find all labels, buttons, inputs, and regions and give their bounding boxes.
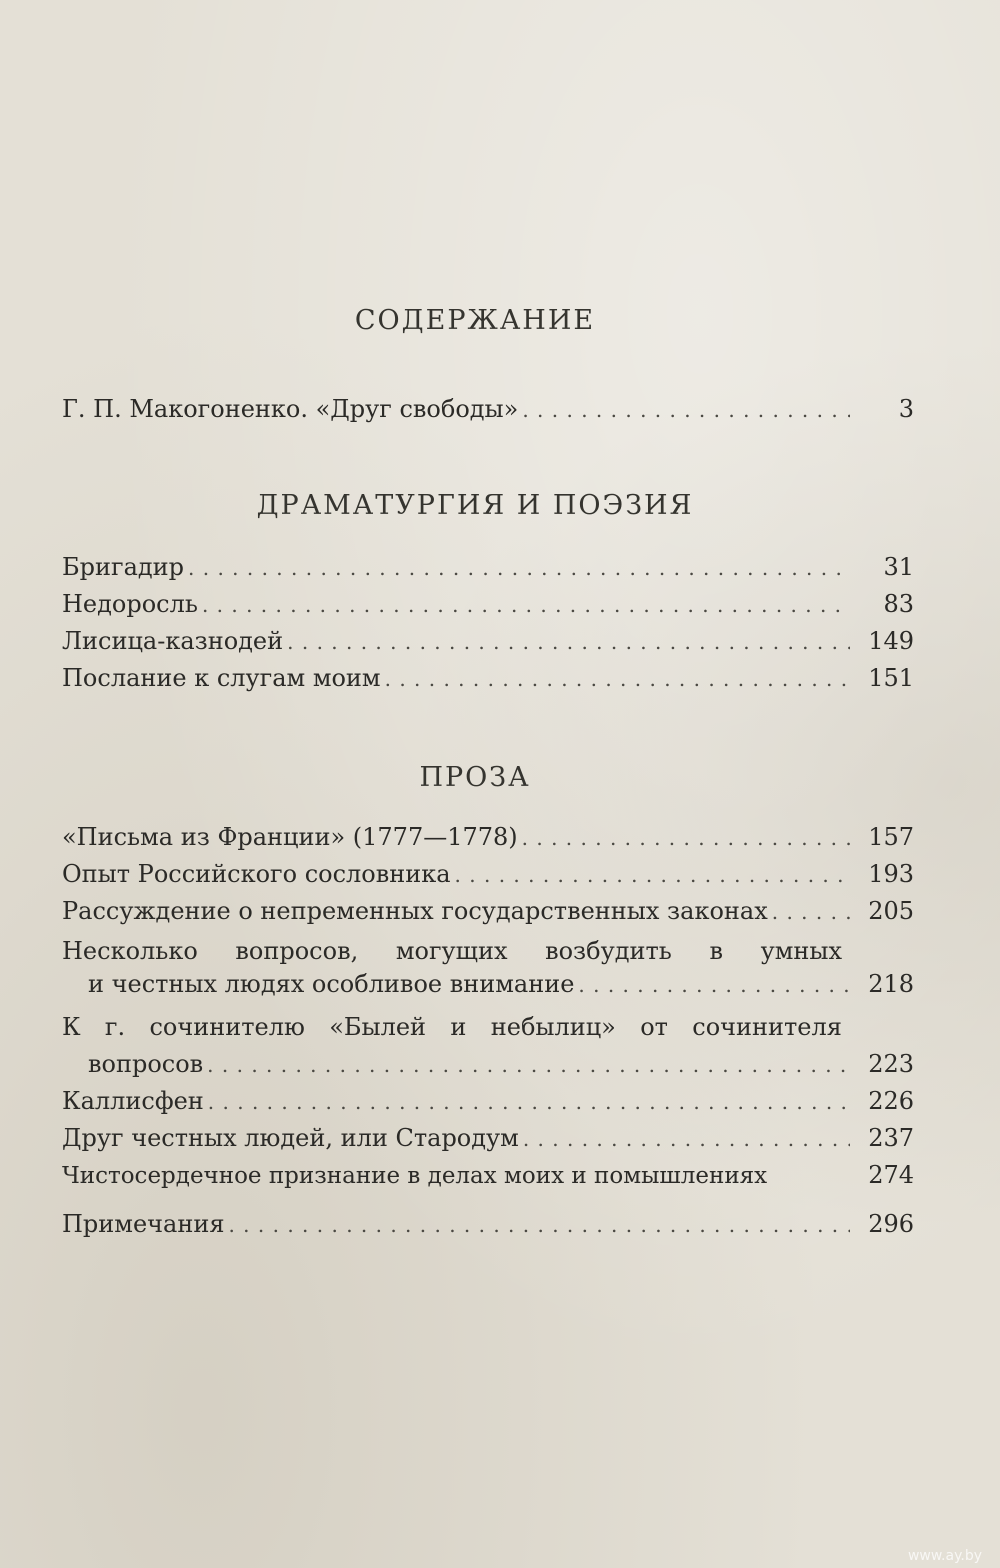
page-title: СОДЕРЖАНИЕ	[354, 305, 596, 336]
toc-entry-page: 223	[868, 1050, 914, 1078]
toc-entry	[62, 860, 914, 896]
toc-entry	[62, 1161, 914, 1197]
toc-word: сочинителя	[692, 1013, 842, 1041]
toc-entry-label: Недоросль	[62, 590, 198, 618]
leader-dots	[287, 630, 850, 654]
toc-entry-label: Примечания	[62, 1210, 225, 1238]
leader-dots	[455, 863, 850, 887]
toc-entry	[62, 553, 914, 589]
toc-word: и	[450, 1013, 467, 1041]
toc-entry	[62, 590, 914, 626]
toc-word: Несколько	[62, 937, 198, 965]
toc-entry-label: Рассуждение о непременных государственных законах	[62, 897, 768, 925]
toc-entry-page: 149	[868, 627, 914, 655]
toc-entry-label: Лисица-казнодей	[62, 627, 284, 655]
toc-entry-label: вопросов	[88, 1050, 204, 1078]
toc-entry-label: Каллисфен	[62, 1087, 204, 1115]
toc-entry	[62, 664, 914, 700]
toc-word: от	[640, 1013, 668, 1041]
toc-entry-page: 205	[868, 897, 914, 925]
toc-word: умных	[760, 937, 842, 965]
toc-entry-page: 151	[868, 664, 914, 692]
leader-dots	[522, 398, 850, 422]
toc-entry	[62, 627, 914, 663]
leader-dots	[772, 900, 850, 924]
leader-dots	[188, 556, 850, 580]
toc-entry-page: 31	[883, 553, 914, 581]
toc-entry-label: Бригадир	[62, 553, 185, 581]
toc-word: «Былей	[329, 1013, 427, 1041]
toc-entry-label: «Письма из Франции» (1777—1778)	[62, 823, 518, 851]
toc-word: в	[709, 937, 723, 965]
toc-word: К	[62, 1013, 81, 1041]
toc-entry-page: 274	[868, 1161, 914, 1189]
toc-entry-label: и честных людях особливое внимание	[88, 970, 575, 998]
toc-entry-page: 226	[868, 1087, 914, 1115]
toc-word: сочинителю	[149, 1013, 305, 1041]
leader-dots	[522, 826, 850, 850]
leader-dots	[385, 667, 850, 691]
toc-entry	[62, 897, 914, 933]
toc-word: г.	[104, 1013, 126, 1041]
toc-entry-page: 237	[868, 1124, 914, 1152]
leader-dots	[208, 1090, 850, 1114]
leader-dots	[228, 1213, 850, 1237]
toc-entry-page: 296	[868, 1210, 914, 1238]
toc-entry-label: Г. П. Макогоненко. «Друг свободы»	[62, 395, 519, 423]
toc-word: могущих	[395, 937, 508, 965]
toc-entry	[62, 1087, 914, 1123]
leader-dots	[578, 973, 850, 997]
leader-dots	[207, 1053, 850, 1077]
toc-entry	[62, 1210, 914, 1246]
section-title-prose: ПРОЗА	[419, 762, 531, 793]
watermark: www.ay.by	[907, 1548, 982, 1564]
toc-entry-first-line	[62, 1013, 842, 1041]
toc-entry	[62, 1124, 914, 1160]
leader-dots	[523, 1127, 850, 1151]
section-title-drama: ДРАМАТУРГИЯ И ПОЭЗИЯ	[256, 490, 694, 521]
toc-entry-page: 218	[868, 970, 914, 998]
toc-entry-label: Послание к слугам моим	[62, 664, 381, 692]
leader-dots	[202, 593, 850, 617]
toc-entry-label: Опыт Российского сословника	[62, 860, 451, 888]
toc-entry-intro	[62, 395, 914, 431]
toc-word: небылиц»	[490, 1013, 616, 1041]
toc-entry-page: 193	[868, 860, 914, 888]
toc-entry-label: Чистосердечное признание в делах моих и помышлениях	[62, 1163, 768, 1189]
toc-entry-label: Друг честных людей, или Стародум	[62, 1124, 519, 1152]
toc-entry	[88, 970, 914, 1006]
toc-entry	[88, 1050, 914, 1086]
toc-entry-page: 83	[883, 590, 914, 618]
toc-entry-page: 157	[868, 823, 914, 851]
toc-entry	[62, 823, 914, 859]
toc-entry-first-line	[62, 937, 842, 965]
toc-word: вопросов,	[235, 937, 359, 965]
toc-word: возбудить	[545, 937, 672, 965]
toc-entry-page: 3	[898, 395, 914, 423]
